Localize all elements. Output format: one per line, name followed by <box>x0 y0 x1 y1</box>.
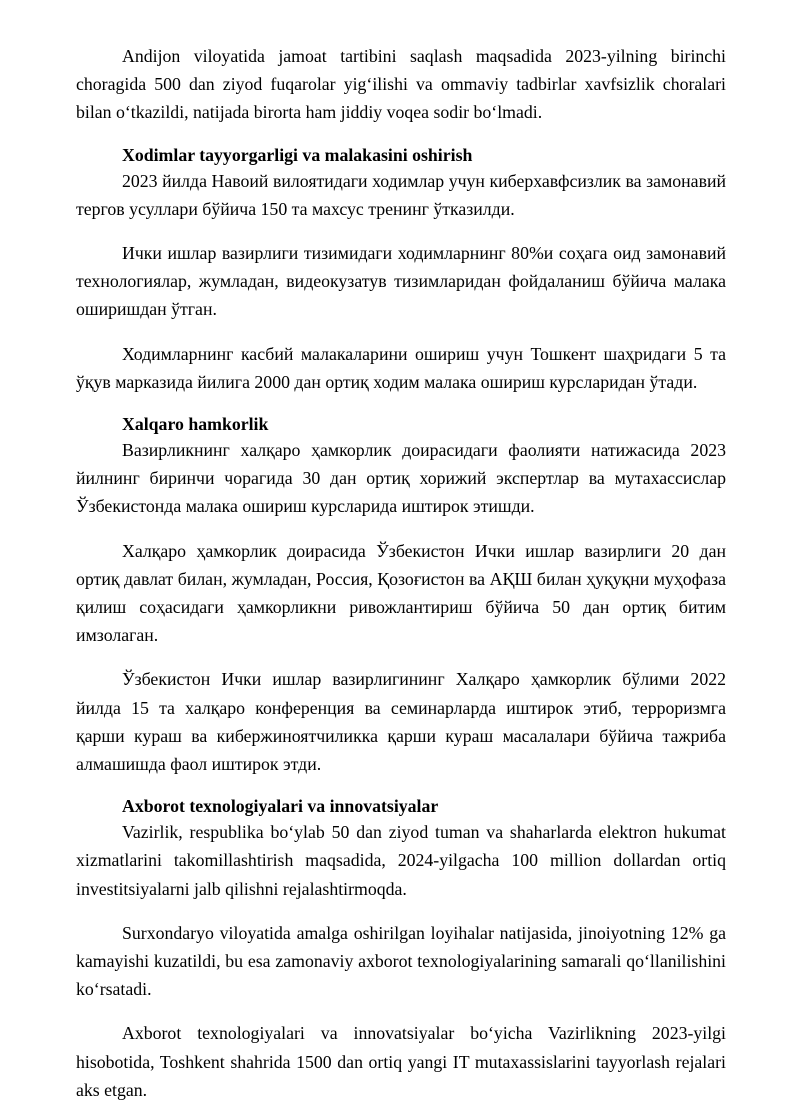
paragraph: Axborot texnologiyalari va innovatsiyalar bo‘yicha Vazirlikning 2023-yilgi hisobotida, Toshkent shahrida 1500 dan ortiq yangi IT mutaxassislarini tayyorlash rejalari aks etgan. <box>76 1023 726 1100</box>
section-heading: Axborot texnologiyalari va innovatsiyalar <box>122 796 439 817</box>
section-heading: Xalqaro hamkorlik <box>122 414 269 435</box>
paragraph: Ўзбекистон Ички ишлар вазирлигининг Халқаро ҳамкорлик бўлими 2022 йилда 15 та халқаро конференция ва семинарларда иштирок этиб, терроризмга қарши кураш ва кибержиноятчиликка қарши кураш масалалари бўйича тажриба алмашишда фаол иштирок этди. <box>76 669 726 775</box>
paragraph: Вазирликнинг халқаро ҳамкорлик доирасидаги фаолияти натижасида 2023 йилнинг биринчи чорагида 30 дан ортиқ хорижий экспертлар ва мутахассислар Ўзбекистонда малака ошириш курсларида иштирок этишди. <box>76 440 726 517</box>
section-heading: Xodimlar tayyorgarligi va malakasini oshirish <box>122 144 473 165</box>
paragraph: Surxondaryo viloyatida amalga oshirilgan loyihalar natijasida, jinoiyotning 12% ga kamayishi kuzatildi, bu esa zamonaviy axborot texnologiyalarining samarali qo‘llanilishini ko‘rsatadi. <box>76 922 726 1000</box>
paragraph: 2023 йилда Навоий вилоятидаги ходимлар учун киберхавфсизлик ва замонавий тергов усуллари бўйича 150 та махсус тренинг ўтказилди. <box>76 170 726 219</box>
paragraph: Халқаро ҳамкорлик доирасида Ўзбекистон Ички ишлар вазирлиги 20 дан ортиқ давлат билан, жумладан, Россия, Қозоғистон ва АҚШ билан ҳуқуқни муҳофаза қилиш соҳасидаги ҳамкорликни ривожлантириш бўйича 50 дан ортиқ битим имзолаган. <box>76 540 726 646</box>
paragraph: Ходимларнинг касбий малакаларини ошириш учун Тошкент шаҳридаги 5 та ўқув марказида йилига 2000 дан ортиқ ходим малака ошириш курсларидан ўтади. <box>76 343 726 392</box>
paragraph: Andijon viloyatida jamoat tartibini saqlash maqsadida 2023-yilning birinchi choragida 500 dan ziyod fuqarolar yig‘ilishi va ommaviy tadbirlar xavfsizlik choralari bilan o‘tkazildi, natijada birorta ham jiddiy voqea sodir bo‘lmadi. <box>76 46 726 123</box>
paragraph: Vazirlik, respublika bo‘ylab 50 dan ziyod tuman va shaharlarda elektron hukumat xizmatlarini takomillashtirish maqsadida, 2024-yilgacha 100 million dollardan ortiq investitsiyalarni jalb qilishni rejalashtirmoqda. <box>76 822 726 899</box>
paragraph: Ички ишлар вазирлиги тизимидаги ходимларнинг 80%и соҳага оид замонавий технологиялар, жумладан, видеокузатув тизимларидан фойдаланиш бўйича малака оширишдан ўтган. <box>76 243 726 320</box>
